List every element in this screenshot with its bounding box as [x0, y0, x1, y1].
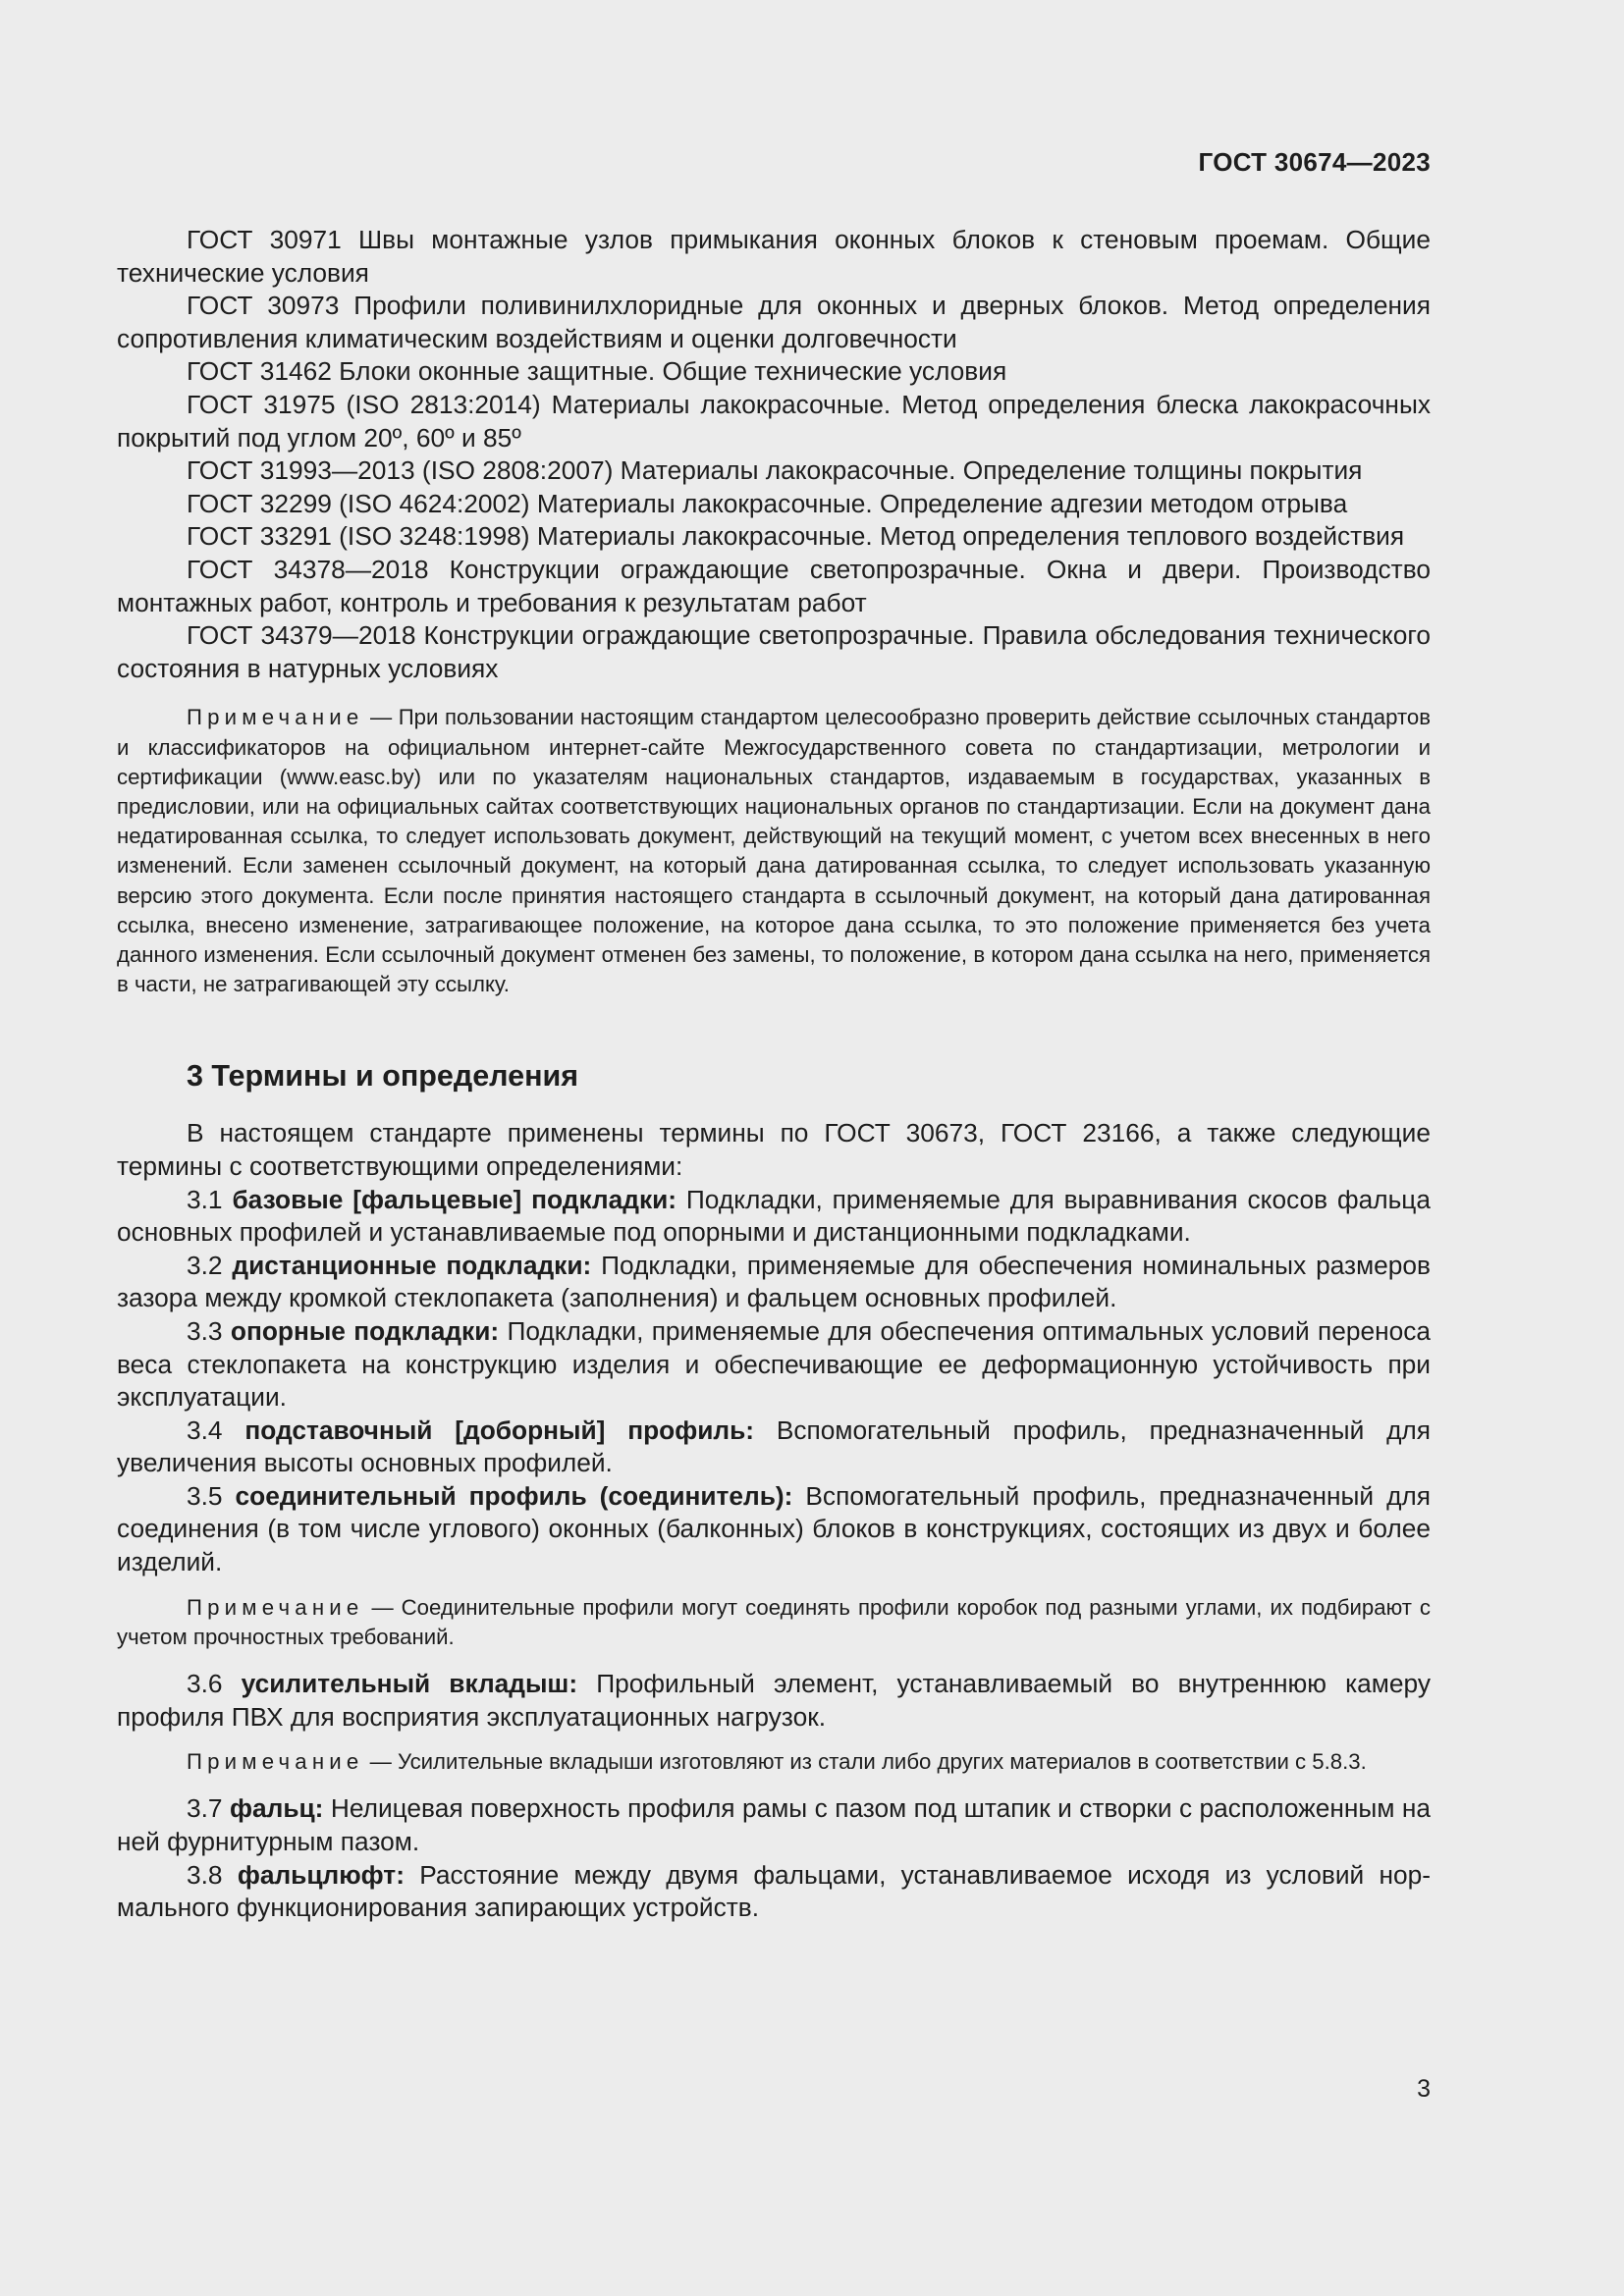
term-definition: Подкладки, применяемые для выравнивания скосов фальца основных профилей и устанавливаемые под опорными и дистанционными подкладками.	[117, 1184, 1431, 1248]
term-name: соединительный профиль (соединитель):	[235, 1480, 793, 1511]
term-item	[117, 1792, 1431, 1858]
reference-item: ГОСТ 34379—2018 Конструкции ограждающие светопрозрачные. Правила обследования технического состояния в натурных условиях	[117, 620, 1431, 683]
term-definition: Профильный элемент, устанавливаемый во внутреннюю камеру профиля ПВХ для восприятия эксплуатационных нагрузок.	[117, 1669, 1431, 1732]
term-note	[117, 1593, 1431, 1652]
reference-item: ГОСТ 30973 Профили поливинилхлоридные для оконных и дверных блоков. Метод определения сопротивления климатическим воздействиям и оценки долговечности	[117, 291, 1431, 353]
term-note-text: — Соединительные профили могут соединять профили коробок под разными углами, их подбирают с учетом прочностных требований.	[117, 1594, 1431, 1649]
section-intro: В настоящем стандарте применены термины по ГОСТ 30673, ГОСТ 23166, а также следующие термины с соответствующими определениями:	[117, 1118, 1431, 1181]
term-name: опорные подкладки:	[230, 1315, 500, 1346]
term-item	[117, 1480, 1431, 1579]
term-note-text: — Усилительные вкладыши изготовляют из стали либо других материалов в соответствии с 5.8.3.	[369, 1749, 1367, 1775]
note-label: Примечание	[187, 705, 364, 730]
document-page	[117, 0, 1431, 2296]
term-name: фальцлюфт:	[237, 1859, 405, 1890]
term-definition: Вспомогательный профиль, предназначенный для соединения (в том числе углового) оконных (балконных) блоков в конструкциях, состоящих из двух и более изделий.	[117, 1480, 1431, 1577]
reference-item: ГОСТ 31993—2013 (ISO 2808:2007) Материалы лакокрасочные. Определение толщины покрытия	[187, 455, 1363, 486]
reference-item: ГОСТ 31462 Блоки оконные защитные. Общие технические условия	[187, 356, 1007, 387]
page-content	[117, 224, 1431, 1925]
reference-item: ГОСТ 32299 (ISO 4624:2002) Материалы лакокрасочные. Определение адгезии методом отрыва	[187, 488, 1348, 518]
term-number: 3.3	[187, 1315, 223, 1346]
term-number: 3.2	[187, 1250, 223, 1280]
term-number: 3.8	[187, 1859, 223, 1890]
term-definition: Нелицевая поверхность профиля рамы с пазом под штапик и створки с расположенным на ней фурнитурным пазом.	[117, 1793, 1431, 1857]
reference-item: ГОСТ 31975 (ISO 2813:2014) Материалы лакокрасочные. Метод определения блеска лакокрасочных покрытий под углом 20º, 60º и 85º	[117, 389, 1431, 453]
page-number: 3	[1417, 2075, 1431, 2103]
note-label: Примечание	[187, 1749, 364, 1775]
term-item	[117, 1859, 1431, 1925]
term-definition: Расстояние между двумя фальцами, устанавливаемое исходя из условий нормального функционирования запирающих устройств.	[117, 1859, 1432, 1923]
reference-item: ГОСТ 30971 Швы монтажные узлов примыкания оконных блоков к стеновым проемам. Общие технические условия	[117, 225, 1431, 288]
term-item	[117, 1184, 1431, 1250]
term-item	[117, 1315, 1431, 1415]
section-title: 3 Термины и определения	[187, 1059, 579, 1094]
term-name: фальц:	[230, 1793, 324, 1824]
term-item	[117, 1668, 1431, 1734]
term-item	[117, 1415, 1431, 1480]
term-number: 3.7	[187, 1793, 223, 1824]
term-name: усилительный вкладыш:	[241, 1669, 578, 1699]
term-note	[117, 1747, 1431, 1777]
term-name: дистанционные подкладки:	[232, 1250, 592, 1280]
term-number: 3.4	[187, 1415, 223, 1445]
term-number: 3.6	[187, 1669, 223, 1699]
term-definition: Подкладки, применяемые для обеспечения номинальных размеров зазора между кромкой стеклопакета (заполнения) и фальцем основных профилей.	[117, 1250, 1432, 1313]
document-id-header: ГОСТ 30674—2023	[1198, 147, 1431, 177]
reference-item: ГОСТ 34378—2018 Конструкции ограждающие светопрозрачные. Окна и двери. Производство монтажных работ, контроль и требования к результатам работ	[117, 554, 1431, 617]
references-note-text: — При пользовании настоящим стандартом целесообразно проверить действие ссылочных стандартов и классификаторов на официальном интернет-сайте Межгосударственного совета по стандартизации, метрологии и сертификации (www.easc.by) или по указателям национальных стандартов, издаваемым в государствах, указанных в предисловии, или на официальных сайтах соответствующих национальных органов по стандартизации. Если на документ дана недатированная ссылка, то следует использовать документ, действующий на текущий момент, с учетом всех внесенных в него изменений. Если заменен ссылочный документ, на который дана датированная ссылка, то следует использовать указанную версию этого документа. Если после принятия настоящего стандарта в ссылочный документ, на который дана датированная ссылка, внесено изменение, затрагивающее положение, на которое дана ссылка, то это положение применяется без учета данного изменения. Если ссылочный документ отменен без замены, то положение, в котором дана ссылка на него, применяется в части, не затрагивающей эту ссылку.	[117, 705, 1431, 997]
references-note	[117, 703, 1431, 999]
term-number: 3.1	[187, 1184, 223, 1214]
term-definition: Подкладки, применяемые для обеспечения оптимальных условий переноса веса стеклопакета на конструкцию изделия и обеспечивающие ее деформационную устойчивость при эксплуатации.	[117, 1315, 1431, 1413]
term-name: базовые [фальцевые] подкладки:	[232, 1184, 677, 1214]
note-label: Примечание	[187, 1594, 364, 1620]
term-item	[117, 1250, 1431, 1315]
reference-item: ГОСТ 33291 (ISO 3248:1998) Материалы лакокрасочные. Метод определения теплового воздействия	[187, 521, 1405, 552]
term-name: подставочный [доборный] профиль:	[244, 1415, 755, 1445]
term-definition: Вспомогательный профиль, предназначенный для увеличения высоты основных профилей.	[117, 1415, 1431, 1478]
term-number: 3.5	[187, 1480, 223, 1511]
